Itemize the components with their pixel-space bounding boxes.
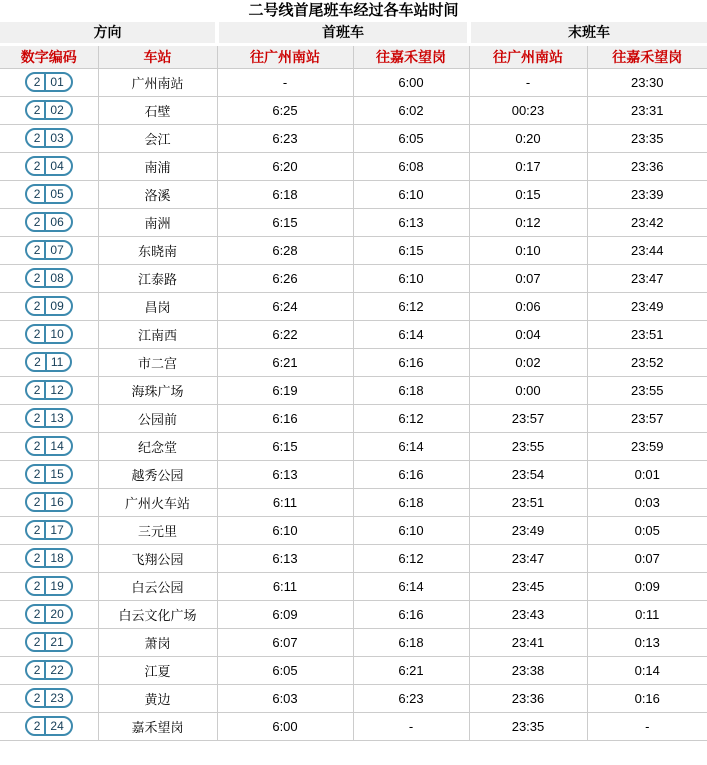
first-train-to-gzns: 6:00 [217, 712, 353, 740]
last-train-to-gzns: 23:41 [469, 628, 587, 656]
line-number: 2 [27, 298, 47, 314]
station-code-badge [25, 548, 73, 568]
station-code-cell [0, 404, 98, 432]
station-row [0, 376, 707, 404]
station-row [0, 124, 707, 152]
station-number: 21 [50, 635, 64, 649]
station-code-cell [0, 152, 98, 180]
first-train-to-gzns: 6:15 [217, 432, 353, 460]
first-train-to-jhwg: 6:10 [353, 264, 469, 292]
station-name: 黄边 [98, 684, 217, 712]
line-number: 2 [27, 578, 47, 594]
station-row [0, 348, 707, 376]
last-train-to-gzns: 0:12 [469, 208, 587, 236]
line-number: 2 [27, 410, 47, 426]
first-train-to-jhwg: 6:13 [353, 208, 469, 236]
first-train-to-jhwg: 6:23 [353, 684, 469, 712]
station-name: 昌岗 [98, 292, 217, 320]
station-code-cell [0, 544, 98, 572]
station-code-cell [0, 236, 98, 264]
line-number: 2 [27, 74, 47, 90]
line-number: 2 [27, 718, 47, 734]
station-row [0, 460, 707, 488]
line-number: 2 [27, 494, 47, 510]
station-code-cell [0, 712, 98, 740]
first-train-to-gzns: 6:22 [217, 320, 353, 348]
col-header-code: 数字编码 [0, 44, 98, 68]
station-code-badge [25, 128, 73, 148]
station-number: 15 [50, 467, 64, 481]
first-train-to-gzns: 6:25 [217, 96, 353, 124]
last-train-to-jhwg: 0:07 [587, 544, 707, 572]
first-train-to-jhwg: 6:12 [353, 544, 469, 572]
last-train-to-gzns: 23:47 [469, 544, 587, 572]
station-number: 10 [50, 327, 64, 341]
station-code-badge [25, 604, 73, 624]
first-train-to-jhwg: 6:14 [353, 432, 469, 460]
first-train-to-gzns: 6:26 [217, 264, 353, 292]
station-row [0, 152, 707, 180]
last-train-to-gzns: 0:17 [469, 152, 587, 180]
station-code-badge [25, 632, 73, 652]
line-number: 2 [27, 214, 47, 230]
station-name: 越秀公园 [98, 460, 217, 488]
station-code-cell [0, 572, 98, 600]
station-code-cell [0, 292, 98, 320]
station-row [0, 656, 707, 684]
station-code-cell [0, 684, 98, 712]
first-train-to-gzns: 6:19 [217, 376, 353, 404]
station-code-cell [0, 208, 98, 236]
station-name: 洛溪 [98, 180, 217, 208]
line-number: 2 [27, 158, 47, 174]
line-number: 2 [27, 438, 47, 454]
first-train-to-gzns: 6:24 [217, 292, 353, 320]
station-name: 江南西 [98, 320, 217, 348]
station-name: 市二宫 [98, 348, 217, 376]
station-number: 20 [50, 607, 64, 621]
first-train-to-gzns: - [217, 68, 353, 96]
last-train-to-gzns: 23:35 [469, 712, 587, 740]
station-name: 江泰路 [98, 264, 217, 292]
station-row [0, 236, 707, 264]
last-train-to-gzns: 0:02 [469, 348, 587, 376]
station-code-cell [0, 320, 98, 348]
station-row [0, 516, 707, 544]
station-name: 白云公园 [98, 572, 217, 600]
station-code-cell [0, 68, 98, 96]
station-code-badge [25, 72, 73, 92]
station-code-badge [25, 576, 73, 596]
last-train-to-gzns: 23:57 [469, 404, 587, 432]
last-train-to-jhwg: 0:16 [587, 684, 707, 712]
station-row [0, 684, 707, 712]
last-train-to-jhwg: 23:49 [587, 292, 707, 320]
line-number: 2 [27, 606, 47, 622]
station-row [0, 432, 707, 460]
first-train-to-gzns: 6:07 [217, 628, 353, 656]
last-train-to-jhwg: 0:03 [587, 488, 707, 516]
last-train-to-gzns: 0:04 [469, 320, 587, 348]
last-train-to-gzns: 00:23 [469, 96, 587, 124]
station-name: 纪念堂 [98, 432, 217, 460]
last-train-to-jhwg: 0:14 [587, 656, 707, 684]
station-name: 飞翔公园 [98, 544, 217, 572]
first-train-to-jhwg: 6:18 [353, 488, 469, 516]
last-train-to-gzns: 0:06 [469, 292, 587, 320]
station-code-badge [25, 464, 73, 484]
line-number: 2 [27, 550, 47, 566]
line-number: 2 [27, 466, 47, 482]
station-number: 24 [50, 719, 64, 733]
col-header-station: 车站 [98, 44, 217, 68]
last-train-to-gzns: 23:43 [469, 600, 587, 628]
line-number: 2 [27, 522, 47, 538]
line-number: 2 [27, 130, 47, 146]
last-train-to-gzns: 23:51 [469, 488, 587, 516]
station-number: 16 [50, 495, 64, 509]
station-number: 05 [50, 187, 64, 201]
station-code-badge [25, 408, 73, 428]
line-number: 2 [27, 326, 47, 342]
first-train-to-jhwg: 6:21 [353, 656, 469, 684]
last-train-to-jhwg: 0:11 [587, 600, 707, 628]
line-number: 2 [27, 102, 47, 118]
first-train-to-gzns: 6:10 [217, 516, 353, 544]
last-train-to-gzns: 0:20 [469, 124, 587, 152]
last-train-to-jhwg: 23:35 [587, 124, 707, 152]
first-train-to-gzns: 6:11 [217, 488, 353, 516]
last-train-to-jhwg: 0:05 [587, 516, 707, 544]
station-row [0, 320, 707, 348]
last-train-to-gzns: 23:38 [469, 656, 587, 684]
station-number: 04 [50, 159, 64, 173]
station-name: 广州南站 [98, 68, 217, 96]
first-train-to-jhwg: 6:10 [353, 516, 469, 544]
station-code-cell [0, 180, 98, 208]
station-name: 江夏 [98, 656, 217, 684]
col-header-last-to-gzns: 往广州南站 [469, 44, 587, 68]
station-name: 东晓南 [98, 236, 217, 264]
last-train-to-jhwg: - [587, 712, 707, 740]
station-code-badge [25, 296, 73, 316]
first-train-to-gzns: 6:03 [217, 684, 353, 712]
first-train-to-gzns: 6:05 [217, 656, 353, 684]
station-row [0, 264, 707, 292]
column-header-row [0, 44, 707, 68]
last-train-to-gzns: 23:45 [469, 572, 587, 600]
first-train-to-jhwg: 6:14 [353, 320, 469, 348]
station-name: 三元里 [98, 516, 217, 544]
line-number: 2 [27, 354, 47, 370]
station-code-badge [25, 660, 73, 680]
first-train-to-gzns: 6:09 [217, 600, 353, 628]
last-train-to-jhwg: 0:01 [587, 460, 707, 488]
station-name: 会江 [98, 124, 217, 152]
station-number: 02 [50, 103, 64, 117]
station-code-cell [0, 460, 98, 488]
last-train-to-gzns: - [469, 68, 587, 96]
station-rows [0, 68, 707, 740]
station-row [0, 96, 707, 124]
station-number: 08 [50, 271, 64, 285]
first-train-to-gzns: 6:20 [217, 152, 353, 180]
first-train-to-jhwg: 6:12 [353, 292, 469, 320]
timetable [0, 22, 707, 741]
station-number: 13 [50, 411, 64, 425]
station-name: 广州火车站 [98, 488, 217, 516]
station-code-cell [0, 124, 98, 152]
station-code-cell [0, 656, 98, 684]
last-train-to-jhwg: 23:44 [587, 236, 707, 264]
last-train-to-jhwg: 0:13 [587, 628, 707, 656]
station-row [0, 68, 707, 96]
line-number: 2 [27, 690, 47, 706]
station-number: 01 [50, 75, 64, 89]
station-row [0, 628, 707, 656]
line-number: 2 [27, 242, 47, 258]
last-train-to-gzns: 23:49 [469, 516, 587, 544]
station-number: 09 [50, 299, 64, 313]
station-code-badge [25, 352, 72, 372]
station-code-cell [0, 488, 98, 516]
station-code-cell [0, 264, 98, 292]
first-train-to-gzns: 6:28 [217, 236, 353, 264]
station-number: 19 [50, 579, 64, 593]
station-number: 11 [50, 355, 64, 369]
station-number: 06 [50, 215, 64, 229]
last-train-to-jhwg: 23:47 [587, 264, 707, 292]
station-row [0, 544, 707, 572]
last-train-to-gzns: 0:10 [469, 236, 587, 264]
station-code-cell [0, 432, 98, 460]
first-train-to-jhwg: 6:08 [353, 152, 469, 180]
line-number: 2 [27, 186, 47, 202]
last-train-to-jhwg: 23:51 [587, 320, 707, 348]
station-name: 白云文化广场 [98, 600, 217, 628]
page-title: 二号线首尾班车经过各车站时间 [248, 2, 459, 19]
station-number: 18 [50, 551, 64, 565]
station-code-badge [25, 492, 73, 512]
col-header-first-to-jhwg: 往嘉禾望岗 [353, 44, 469, 68]
header-group-row [0, 22, 707, 44]
last-train-to-jhwg: 23:36 [587, 152, 707, 180]
line-number: 2 [27, 382, 47, 398]
station-row [0, 292, 707, 320]
station-name: 公园前 [98, 404, 217, 432]
first-train-to-jhwg: 6:02 [353, 96, 469, 124]
station-row [0, 600, 707, 628]
station-code-badge [25, 156, 73, 176]
last-train-to-jhwg: 23:42 [587, 208, 707, 236]
station-row [0, 488, 707, 516]
first-train-to-jhwg: 6:10 [353, 180, 469, 208]
line-number: 2 [27, 634, 47, 650]
station-name: 南洲 [98, 208, 217, 236]
station-code-cell [0, 628, 98, 656]
last-train-to-jhwg: 23:55 [587, 376, 707, 404]
first-train-to-jhwg: 6:18 [353, 376, 469, 404]
station-code-cell [0, 348, 98, 376]
station-number: 14 [50, 439, 64, 453]
station-number: 12 [50, 383, 64, 397]
station-code-badge [25, 184, 73, 204]
station-number: 23 [50, 691, 64, 705]
first-train-to-gzns: 6:15 [217, 208, 353, 236]
col-header-first-to-gzns: 往广州南站 [217, 44, 353, 68]
station-number: 03 [50, 131, 64, 145]
first-train-to-jhwg: 6:18 [353, 628, 469, 656]
first-train-to-gzns: 6:13 [217, 460, 353, 488]
last-train-to-jhwg: 23:39 [587, 180, 707, 208]
first-train-to-gzns: 6:23 [217, 124, 353, 152]
header-group-first-train: 首班车 [217, 22, 469, 44]
last-train-to-jhwg: 0:09 [587, 572, 707, 600]
station-code-badge [25, 716, 73, 736]
station-code-badge [25, 688, 73, 708]
station-code-badge [25, 268, 73, 288]
station-code-badge [25, 436, 73, 456]
first-train-to-gzns: 6:11 [217, 572, 353, 600]
last-train-to-jhwg: 23:31 [587, 96, 707, 124]
station-code-cell [0, 96, 98, 124]
station-code-cell [0, 376, 98, 404]
station-name: 海珠广场 [98, 376, 217, 404]
col-header-last-to-jhwg: 往嘉禾望岗 [587, 44, 707, 68]
last-train-to-jhwg: 23:57 [587, 404, 707, 432]
first-train-to-jhwg: 6:14 [353, 572, 469, 600]
header-group-direction: 方向 [0, 22, 217, 44]
first-train-to-jhwg: 6:16 [353, 348, 469, 376]
first-train-to-gzns: 6:21 [217, 348, 353, 376]
station-code-badge [25, 212, 73, 232]
station-row [0, 180, 707, 208]
header-group-last-train: 末班车 [469, 22, 707, 44]
last-train-to-jhwg: 23:59 [587, 432, 707, 460]
first-train-to-jhwg: 6:12 [353, 404, 469, 432]
station-code-cell [0, 600, 98, 628]
station-number: 17 [50, 523, 64, 537]
first-train-to-gzns: 6:18 [217, 180, 353, 208]
first-train-to-jhwg: 6:05 [353, 124, 469, 152]
line-number: 2 [27, 270, 47, 286]
station-row [0, 208, 707, 236]
first-train-to-gzns: 6:13 [217, 544, 353, 572]
last-train-to-jhwg: 23:52 [587, 348, 707, 376]
station-code-badge [25, 380, 73, 400]
last-train-to-gzns: 23:36 [469, 684, 587, 712]
station-row [0, 572, 707, 600]
first-train-to-jhwg: 6:15 [353, 236, 469, 264]
last-train-to-gzns: 0:00 [469, 376, 587, 404]
first-train-to-jhwg: 6:16 [353, 460, 469, 488]
station-number: 07 [50, 243, 64, 257]
last-train-to-gzns: 0:07 [469, 264, 587, 292]
station-code-badge [25, 324, 73, 344]
first-train-to-jhwg: 6:00 [353, 68, 469, 96]
station-name: 萧岗 [98, 628, 217, 656]
station-row [0, 404, 707, 432]
first-train-to-jhwg: - [353, 712, 469, 740]
first-train-to-gzns: 6:16 [217, 404, 353, 432]
station-name: 南浦 [98, 152, 217, 180]
last-train-to-gzns: 0:15 [469, 180, 587, 208]
station-name: 石壁 [98, 96, 217, 124]
last-train-to-jhwg: 23:30 [587, 68, 707, 96]
line-number: 2 [27, 662, 47, 678]
station-name: 嘉禾望岗 [98, 712, 217, 740]
station-code-cell [0, 516, 98, 544]
station-code-badge [25, 240, 73, 260]
first-train-to-jhwg: 6:16 [353, 600, 469, 628]
station-code-badge [25, 520, 73, 540]
last-train-to-gzns: 23:55 [469, 432, 587, 460]
station-number: 22 [50, 663, 64, 677]
last-train-to-gzns: 23:54 [469, 460, 587, 488]
station-row [0, 712, 707, 740]
station-code-badge [25, 100, 73, 120]
